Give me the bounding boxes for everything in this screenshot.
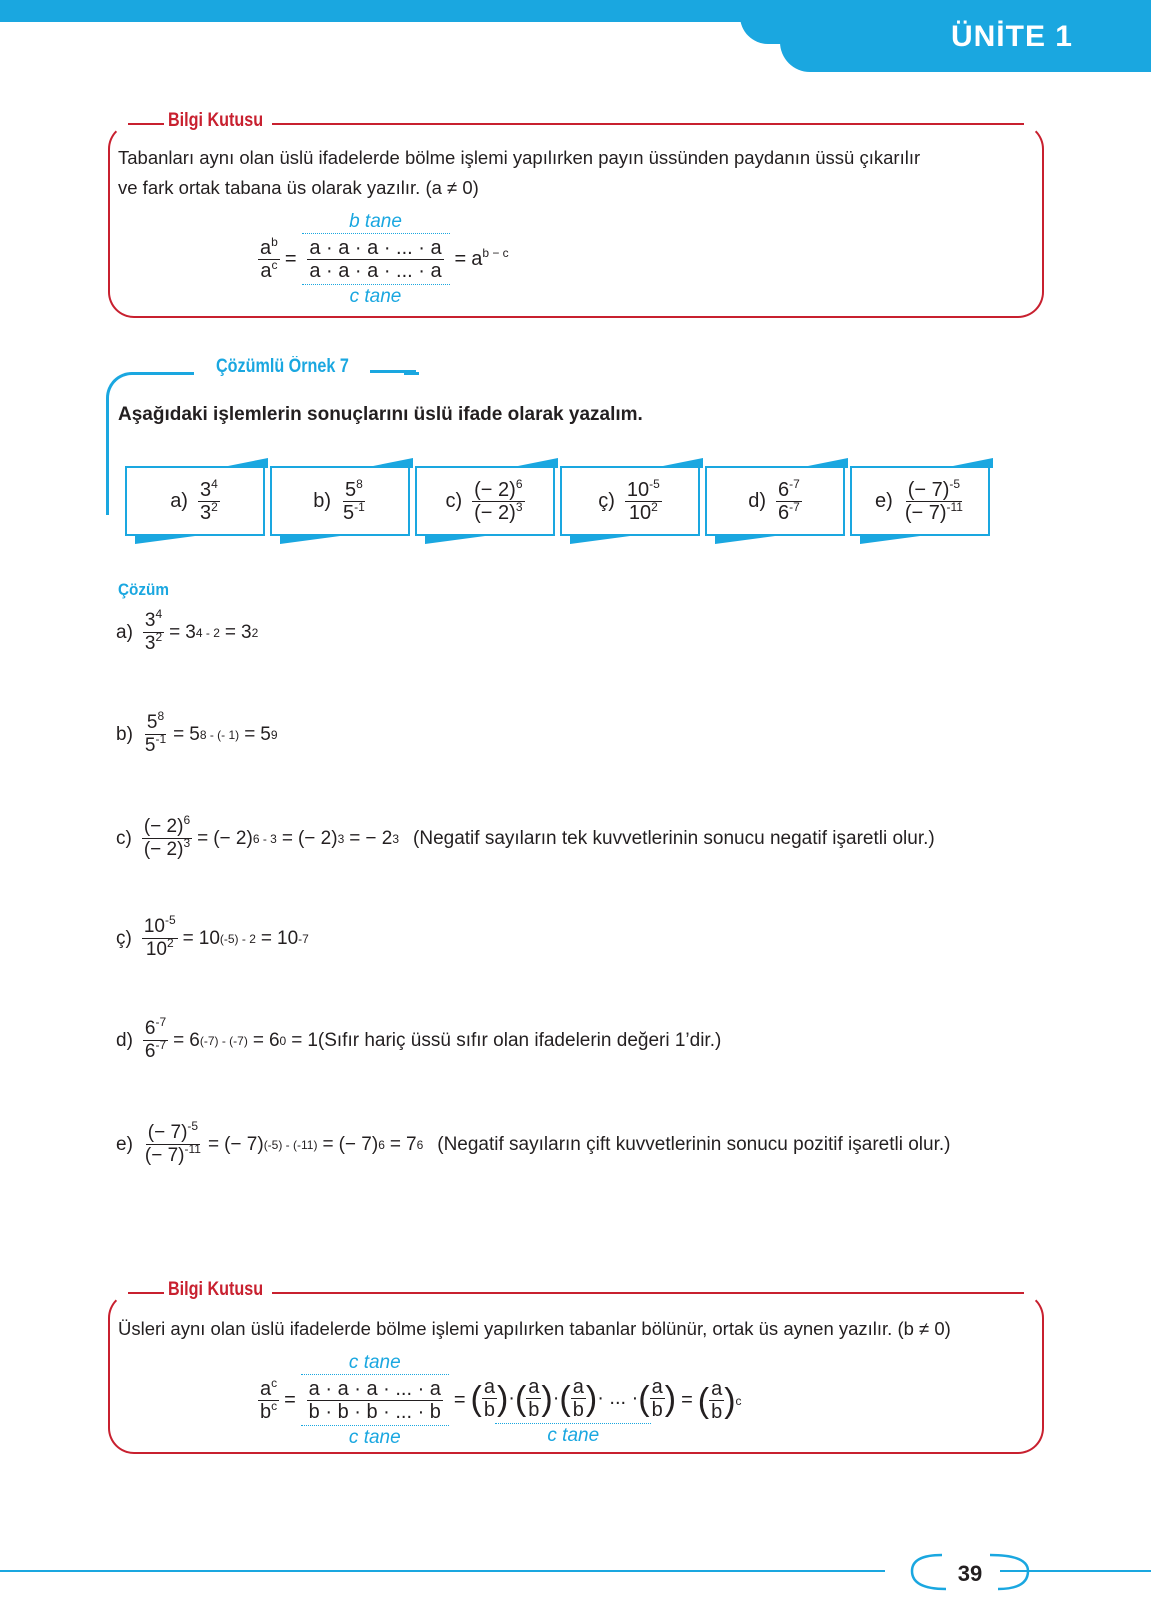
example-card-d (705, 466, 845, 536)
formula-lhs: $\frac{a^b}{a^c}$ (260, 235, 278, 282)
card-fraction: $\frac{(- 2)^6}{(- 2)^3}$ (474, 476, 523, 524)
paren-fraction: ( $\frac{a}{b}$ ) (470, 1376, 509, 1421)
caption-bottom: c tane (349, 286, 402, 307)
formula-rhs: ( $\frac{a}{b}$ ) c (697, 1378, 742, 1423)
paren-fraction: ( $\frac{a}{b}$ ) (559, 1376, 598, 1421)
solution-item-a: a) $\frac{3^4}{3^2}$ = 3 4 - 2 = 3 2 (116, 607, 259, 654)
card-corner (425, 536, 485, 544)
info-text-line: ve fark ortak tabana üs olarak yazılır. (a ≠ 0) (118, 177, 479, 198)
solution-note: (Negatif sayıların tek kuvvetlerinin sonucu negatif işaretli olur.) (413, 827, 935, 849)
caption-top: b tane (349, 211, 402, 232)
divider (272, 123, 1024, 126)
info-box-2 (108, 1279, 1044, 1454)
paren-fraction: ( $\frac{a}{b}$ ) (514, 1376, 553, 1421)
card-corner (570, 536, 630, 544)
example-card-a (125, 466, 265, 536)
example-question: Aşağıdaki işlemlerin sonuçlarını üslü ifade olarak yazalım. (118, 404, 643, 425)
solution-item-e: e) $\frac{(- 7)^{-5}}{(- 7)^{-11}}$ = (− 7) (-5) - (-11) = (− 7) 6 = 7 6 (Negatif sayıların çift kuvvetlerinin sonucu pozitif işaretli olur.) (116, 1119, 951, 1166)
info-box-text (118, 143, 920, 203)
card-fraction: $\frac{3^4}{3^2}$ (199, 476, 218, 524)
card-corner (715, 536, 775, 544)
card-fraction: $\frac{5^8}{5^{-1}}$ (343, 476, 365, 524)
divider (370, 370, 416, 373)
solution-item-c-cedilla: ç) $\frac{10^{-5}}{10^2}$ = 10 (-5) - 2 = 10 -7 (116, 913, 309, 960)
formula-division-same-exponent: $\frac{a^c}{b^c}$ = c tane $\frac{a \cdot a \cdot a \cdot ... \cdot a}{b \cdot b \cdot b \cdot ... \cdot b}$ c tane = ( $\frac{a}{b}$ ) · ( $\frac{a}{b}$ ) · ( $\frac{a}{b}$ ) · ... · ( $\frac{a}{b}$ ) c tane = ( $\frac{a}{b}$ ) c (260, 1352, 742, 1448)
paren-fraction: ( $\frac{a}{b}$ ) (638, 1376, 677, 1421)
card-corner (860, 536, 920, 544)
caption-bottom: c tane (348, 1427, 401, 1448)
info-box-text: Üsleri aynı olan üslü ifadelerde bölme işlemi yapılırken tabanlar bölünür, ortak üs aynen yazılır. (b ≠ 0) (118, 1318, 951, 1339)
card-label: d) (748, 489, 766, 512)
info-box-1 (108, 110, 1044, 318)
example-card-e (850, 466, 990, 536)
card-fraction: $\frac{6^{-7}}{6^{-7}}$ (778, 476, 800, 524)
unit-tab (780, 0, 1151, 72)
card-label: a) (170, 489, 188, 512)
card-fraction: $\frac{10^{-5}}{10^2}$ (626, 476, 660, 524)
solution-item-b: b) $\frac{5^8}{5^{-1}}$ = 5 8 - (- 1) = 5 9 (116, 709, 278, 756)
formula-product: ( $\frac{a}{b}$ ) · ( $\frac{a}{b}$ ) · ( $\frac{a}{b}$ ) · ... · ( $\frac{a}{b}$ ) c tane (470, 1376, 677, 1446)
card-label: b) (313, 489, 331, 512)
caption-product: c tane (547, 1425, 600, 1446)
example-card-c-cedilla (560, 466, 700, 536)
card-fraction: $\frac{(- 7)^{-5}}{(- 7)^{-11}}$ (904, 476, 963, 524)
formula-lhs: $\frac{a^c}{b^c}$ (260, 1376, 278, 1423)
card-corner (135, 536, 195, 544)
card-corner (280, 536, 340, 544)
solution-title: Çözüm (118, 580, 170, 599)
info-box-title: Bilgi Kutusu (168, 110, 264, 131)
page-number: 39 (957, 1561, 983, 1586)
page-number-badge (910, 1553, 1030, 1593)
paren-fraction: ( $\frac{a}{b}$ ) (697, 1378, 736, 1423)
caption-top: c tane (348, 1352, 401, 1373)
formula-expanded: c tane $\frac{a \cdot a \cdot a \cdot ... \cdot a}{b \cdot b \cdot b \cdot ... \cdot b}$ c tane (301, 1352, 449, 1449)
info-text-line: Tabanları aynı olan üslü ifadelerde bölme işlemi yapılırken payın üssünden paydanın üssü çıkarılır (118, 147, 921, 168)
solution-item-d: d) $\frac{6^{-7}}{6^{-7}}$ = 6 (-7) - (-7) = 6 0 = 1 (Sıfır hariç üssü sıfır olan ifadelerin değeri 1’dir.) (116, 1015, 722, 1062)
example-title: Çözümlü Örnek 7 (216, 356, 349, 377)
divider (128, 123, 164, 126)
solution-note: (Sıfır hariç üssü sıfır olan ifadelerin değeri 1’dir.) (317, 1029, 722, 1051)
formula-division-same-base: $\frac{a^b}{a^c}$ = b tane $\frac{a \cdot a \cdot a \cdot ... \cdot a}{a \cdot a \cdot a \cdot ... \cdot a}$ c tane = $a^{b - c}$ (260, 211, 509, 307)
divider (128, 1292, 164, 1295)
example-card-c (415, 466, 555, 536)
card-label: e) (875, 489, 893, 512)
divider (272, 1292, 1024, 1295)
example-card-b (270, 466, 410, 536)
unit-label: ÜNİTE 1 (950, 20, 1073, 53)
formula-expanded: b tane $\frac{a \cdot a \cdot a \cdot ... \cdot a}{a \cdot a \cdot a \cdot ... \cdot a}$ c tane (302, 211, 450, 308)
solution-item-c: c) $\frac{(- 2)^6}{(- 2)^3}$ = (− 2) 6 - 3 = (− 2) 3 = − 2 3 (Negatif sayıların tek kuvvetlerinin sonucu negatif işaretli olur.) (116, 813, 935, 860)
footer-line (0, 1570, 885, 1572)
card-label: ç) (598, 489, 615, 512)
info-box-title: Bilgi Kutusu (168, 1279, 264, 1300)
formula-rhs: $a^{b - c}$ (471, 246, 509, 270)
card-label: c) (445, 489, 463, 512)
solution-note: (Negatif sayıların çift kuvvetlerinin sonucu pozitif işaretli olur.) (437, 1133, 951, 1155)
